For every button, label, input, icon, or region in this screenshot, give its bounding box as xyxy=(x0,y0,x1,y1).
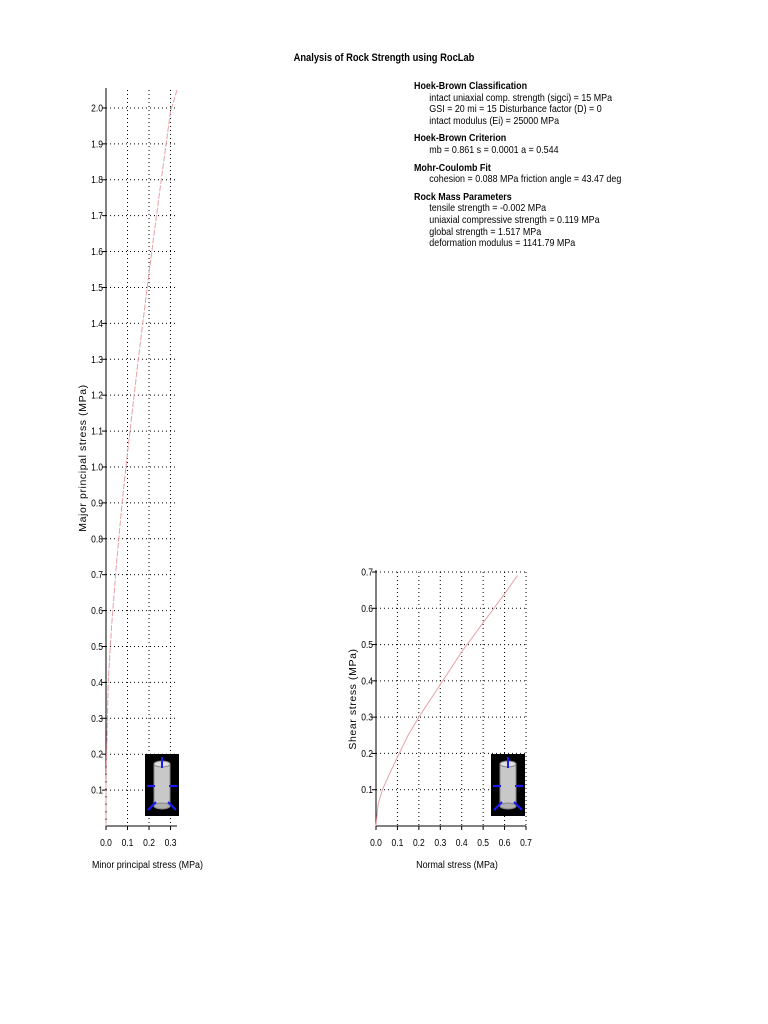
y-tick-label: 0.6 xyxy=(361,603,373,614)
y-tick-label: 0.7 xyxy=(361,566,373,578)
y-tick-label: 2.0 xyxy=(91,102,103,114)
y-tick-label: 1.4 xyxy=(91,318,103,330)
parameter-line: intact modulus (Ei) = 25000 MPa xyxy=(429,114,560,127)
section-heading: Hoek-Brown Criterion xyxy=(414,132,507,145)
parameter-line: mb = 0.861 s = 0.0001 a = 0.544 xyxy=(429,143,559,156)
y-tick-label: 0.1 xyxy=(91,784,103,796)
specimen-cylinder-bottom xyxy=(500,803,516,809)
x-tick-label: 0.0 xyxy=(370,837,382,849)
principal-stress-chart xyxy=(77,88,203,871)
x-tick-label: 0.0 xyxy=(100,837,112,849)
y-tick-label: 0.2 xyxy=(91,749,103,760)
x-axis-label: Normal stress (MPa) xyxy=(416,859,498,872)
y-tick-label: 0.4 xyxy=(361,675,373,687)
y-axis-label: Major principal stress (MPa) xyxy=(77,384,89,532)
y-tick-label: 0.1 xyxy=(361,784,373,796)
x-axis-label: Minor principal stress (MPa) xyxy=(92,859,203,872)
specimen-cylinder-icon xyxy=(500,764,516,806)
y-tick-label: 0.2 xyxy=(361,748,373,760)
parameter-line: GSI = 20 mi = 15 Disturbance factor (D) = 0 xyxy=(429,103,602,116)
specimen-cylinder-icon xyxy=(154,764,170,806)
x-tick-label: 0.3 xyxy=(434,837,447,849)
x-tick-label: 0.7 xyxy=(520,837,532,849)
y-tick-label: 0.5 xyxy=(361,639,373,651)
x-tick-label: 0.3 xyxy=(164,837,177,849)
y-tick-label: 1.2 xyxy=(91,390,103,401)
y-tick-label: 0.7 xyxy=(91,569,103,581)
parameter-line: tensile strength = -0.002 MPa xyxy=(429,202,547,215)
strength-envelope-curve xyxy=(106,90,177,826)
y-tick-label: 0.3 xyxy=(361,712,373,723)
parameter-line: deformation modulus = 1141.79 MPa xyxy=(429,237,576,250)
x-tick-label: 0.2 xyxy=(412,837,425,849)
y-tick-label: 0.8 xyxy=(91,533,103,545)
y-tick-label: 1.6 xyxy=(91,246,103,258)
y-tick-label: 0.3 xyxy=(91,713,103,724)
y-tick-label: 0.6 xyxy=(91,605,103,617)
y-axis-label: Shear stress (MPa) xyxy=(347,648,359,750)
y-tick-label: 1.1 xyxy=(91,425,103,437)
x-tick-label: 0.5 xyxy=(477,837,490,849)
parameter-line: uniaxial compressive strength = 0.119 MPa xyxy=(429,213,600,226)
section-heading: Mohr-Coulomb Fit xyxy=(414,161,491,174)
y-tick-label: 1.0 xyxy=(91,461,103,473)
x-tick-label: 0.4 xyxy=(455,837,468,849)
y-tick-label: 1.5 xyxy=(91,282,103,294)
specimen-cylinder-bottom xyxy=(154,803,170,809)
y-tick-label: 1.3 xyxy=(91,354,103,365)
y-tick-label: 1.8 xyxy=(91,174,103,186)
shear-normal-stress-chart xyxy=(347,567,532,871)
y-tick-label: 1.7 xyxy=(91,210,103,222)
parameter-line: intact uniaxial comp. strength (sigci) = 15 MPa xyxy=(429,91,613,104)
x-tick-label: 0.6 xyxy=(498,837,511,849)
x-tick-label: 0.2 xyxy=(143,837,155,849)
section-heading: Rock Mass Parameters xyxy=(414,190,512,203)
section-heading: Hoek-Brown Classification xyxy=(414,80,528,92)
x-tick-label: 0.1 xyxy=(391,837,404,849)
y-tick-label: 0.5 xyxy=(91,641,103,653)
y-tick-label: 0.9 xyxy=(91,497,103,509)
y-tick-label: 0.4 xyxy=(91,677,103,689)
parameter-line: cohesion = 0.088 MPa friction angle = 43.47 deg xyxy=(429,173,622,186)
x-tick-label: 0.1 xyxy=(121,837,134,849)
parameter-line: global strength = 1.517 MPa xyxy=(429,225,542,238)
y-tick-label: 1.9 xyxy=(91,138,103,150)
page-title: Analysis of Rock Strength using RocLab xyxy=(293,52,475,64)
